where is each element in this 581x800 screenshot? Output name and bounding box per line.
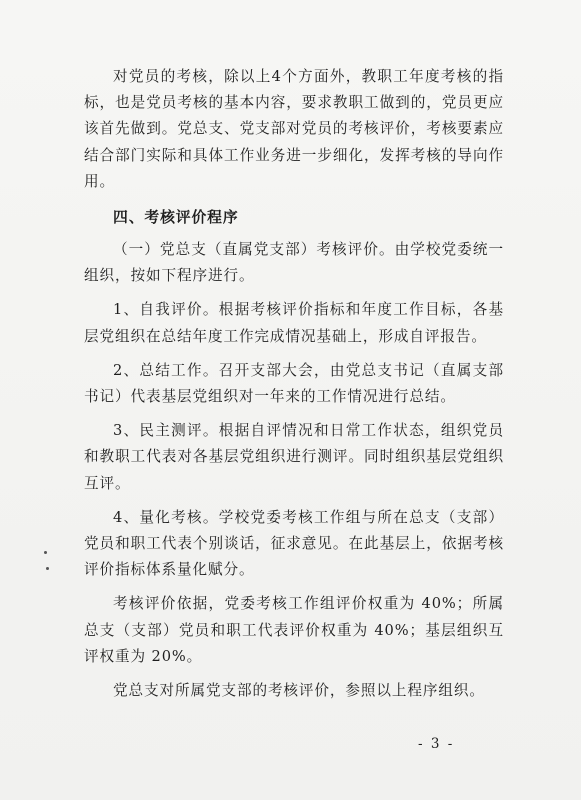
paragraph-self-evaluation: 1、自我评价。根据考核评价指标和年度工作目标，各基层党组织在总结年度工作完成情况基础上，形成自评报告。 [84, 301, 504, 345]
document-body [84, 64, 504, 704]
scan-dust-mark [44, 551, 47, 554]
paragraph-sub-branch-procedure: 党总支对所属党支部的考核评价，参照以上程序组织。 [113, 682, 485, 700]
paragraph-democratic-evaluation: 3、民主测评。根据自评情况和日常工作状态，组织党员和教职工代表对各基层党组织进行测评。同时组织基层党组织互评。 [84, 422, 504, 492]
scan-dust-mark [46, 567, 49, 570]
section-heading-assessment-procedure: 四、考核评价程序 [113, 209, 239, 227]
paragraph-weighting-basis: 考核评价依据，党委考核工作组评价权重为 40%；所属总支（支部）党员和职工代表评价权重为 40%；基层组织互评权重为 20%。 [84, 595, 504, 665]
paragraph-general-branch-evaluation: （一）党总支（直属党支部）考核评价。由学校党委统一组织，按如下程序进行。 [84, 241, 504, 285]
page-number: - 3 - [418, 736, 455, 752]
paragraph-party-member-assessment: 对党员的考核，除以上4个方面外，教职工年度考核的指标，也是党员考核的基本内容，要求教职工做到的，党员更应该首先做到。党总支、党支部对党员的考核评价，考核要素应结合部门实际和具体工作业务进一步细化，发挥考核的导向作用。 [84, 68, 504, 190]
paragraph-quantitative-assessment: 4、量化考核。学校党委考核工作组与所在总支（支部）党员和职工代表个别谈话，征求意见。在此基层上，依据考核评价指标体系量化赋分。 [84, 508, 504, 579]
paragraph-work-summary: 2、总结工作。召开支部大会，由党总支书记（直属支部书记）代表基层党组织对一年来的工作情况进行总结。 [84, 361, 504, 406]
